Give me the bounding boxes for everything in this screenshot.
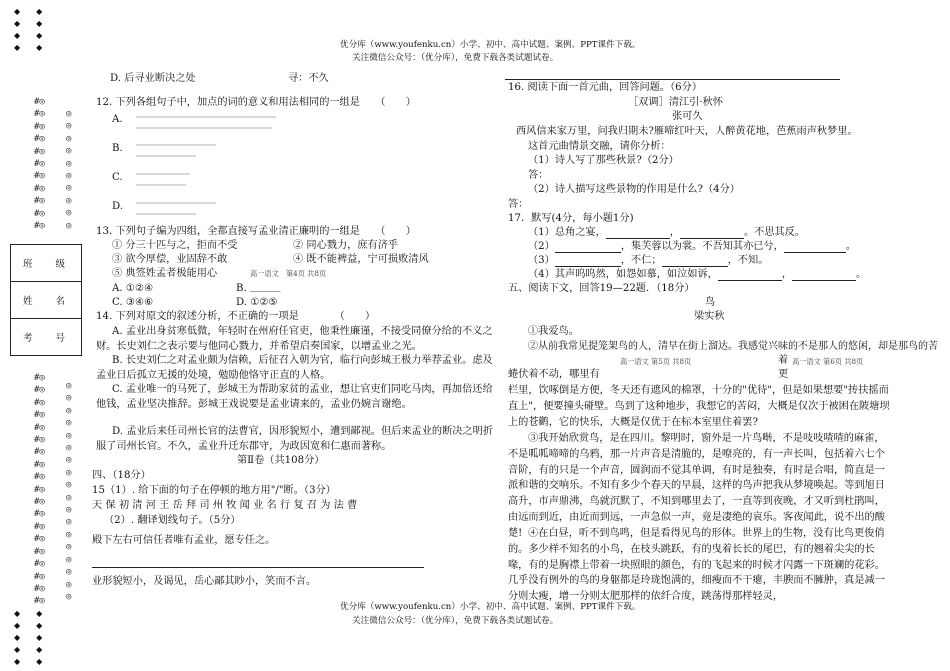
page-marker-4: 高一语文 第4页 共8页: [250, 269, 327, 278]
q12-option-b: B.: [112, 143, 123, 154]
q17-2-suffix: 。: [845, 241, 857, 252]
exam-number-field-label: 考 号: [22, 333, 76, 344]
q12-option-a: A.: [112, 114, 123, 125]
blank-input[interactable]: [784, 242, 846, 253]
q16-part-2: （2）诗人描写这些景物的作用是什么?（4分）: [528, 184, 740, 195]
q15-answer-line-1: [92, 567, 424, 568]
paragraph-3: ③我开始欣赏鸟，是在四川。黎明时，窗外是一片鸟啭，不是吱吱喳喳的麻雀，不是呱呱啼啼的乌鸦，那一片声音是清脆的，是嘹亮的，有一声长叫，包括着六七个音阶，有的只是一个声音，圆润而不觉其单调，有时是独奏，有时是合唱，简直是一派和谐的交响乐。不知有多少个春天的早晨，这样的鸟声把我从梦境唤起。等到旭日高升，市声鼎沸，鸟就沉默了，不知到哪里去了，一直等到夜晚，才又听到杜鹃叫，由远而到近，由近而到远，一声急似一声，竟是凄绝的哀乐。客夜闻此，说不出的酸楚!: [508, 433, 885, 539]
page-marker-6: 高一语文 第6页 共8页: [792, 357, 864, 366]
blank-input[interactable]: [792, 270, 856, 281]
paragraph-2-fragment-zhe: 着: [778, 355, 789, 366]
q17-4-mid: ，: [781, 269, 793, 280]
q12-option-b-faded-text: [136, 144, 216, 146]
blank-input[interactable]: [555, 256, 621, 267]
q13-option-d: D. ①②⑤: [236, 297, 278, 308]
essay-author: 梁实秋: [694, 311, 725, 322]
q14-option-d: D. 孟业后来任司州长官的法曹官，因形貌短小，遭到鄙视。但后来孟业的断决之明折服了司州长官。不久，孟业升迁东郡守，为政因宽和仁惠而著称。: [96, 426, 494, 452]
page-marker-5: 高一语文 第5页 共8页: [620, 357, 692, 366]
q13-item-2: ② 同心戮力，庶有济乎: [293, 240, 399, 251]
q13-item-3: ③ 欲今厚偿，业固辞不敢: [112, 254, 228, 265]
q17-1-suffix: 。不思其反。: [743, 227, 806, 238]
q12-option-d-faded-text: [136, 202, 216, 204]
class-field-label: 班 级: [11, 245, 81, 282]
q13-option-a: A. ①②④: [112, 283, 154, 294]
q15-sentence-1: 殿下左右可信任者唯有孟业，愿专任之。: [92, 535, 276, 546]
q12-option-c-faded-text: [136, 173, 190, 175]
q17-4-suffix: 。: [856, 269, 867, 280]
q12-option-d: D.: [112, 201, 124, 212]
header-rule: [505, 79, 840, 80]
binding-margin-right: ◎ ◎ ◎ ◎ ◎ ◎ ◎ ◎ ◎ ◎: [66, 109, 72, 231]
question-15-1: 15（1）. 给下面的句子在停顿的地方用"/"断。（3分）: [92, 485, 336, 496]
binding-margin-right-lower: ◎ ◎ ◎ ◎ ◎ ◎ ◎ ◎ ◎ ◎ ◎ ◎ ◎ ◎ ◎ ◎ ◎ ◎: [66, 381, 72, 602]
q16-part-1: （1）诗人写了那些秋景?（2分）: [528, 155, 679, 166]
q12-option-b-faded-text-2: [136, 155, 196, 157]
paragraph-2-start: ②从前我常见提笼架鸟的人，清早在街上溜达。我感觉兴味的不是那人的悠闲，却是那鸟的苦: [528, 341, 938, 352]
paragraph-4: ④在白昼，听不到鸟鸣，但是看得见鸟的形体。世界上的生物，没有比鸟更俊俏的。多少样不知名的小鸟，在枝头跳跃，有的曳着长长的尾巴，有的翘着尖尖的长喙，有的是胸襟上带着一块照眼的颜色，有的飞起来的时候才闪露一下斑斓的花彩。几乎没有例外的鸟的身躯都是玲珑饱满的，细瘦而不干瘪，丰腴而不臃肿，真是减一分则太瘦，增一分则太肥那样的依纤合度，跳荡得那样轻灵，: [508, 528, 885, 603]
q17-line-4: [528, 269, 866, 281]
paragraph-2-fragment-geng: 更: [778, 369, 789, 380]
volume-2-heading: 第Ⅱ卷（共108分）: [237, 455, 325, 466]
q13-item-1: ① 分三十匹与之，拒而不受: [112, 240, 238, 251]
q15-classical-text: 天 保 初 清 河 王 岳 拜 司 州 牧 闻 业 名 行 复 召 为 法 曹: [92, 500, 358, 511]
q12-option-c: C.: [112, 172, 123, 183]
corner-decoration-bottom: ◆ ◆ ◆ ◆ ◆ ◆ ◆ ◆ ◆ ◆: [14, 609, 43, 666]
essay-title: 鸟: [705, 297, 716, 308]
q14-option-c: C. 孟业唯一的马死了，彭城王为帮助家贫的孟业，想让官吏们同吃马肉，再加倍还给他钱，孟业坚决推辞。彭城王戏说要是孟业请来的，孟业仍婉言谢绝。: [96, 384, 493, 410]
question-14: 14. 下列对原文的叙述分析，不正确的一项是 （ ）: [96, 311, 376, 322]
paragraph-1: ①我爱鸟。: [528, 326, 579, 337]
header-line-1: 优分库（www.youfenku.cn）小学、初中、高中试题、案例、PPT课件下载。: [340, 40, 641, 50]
answer-label-1: 答：: [528, 170, 549, 181]
answer-label-2: 答：: [508, 199, 529, 210]
section-5-heading: 五、阅读下文，回答19—22题．（18分）: [508, 283, 695, 294]
section-4-heading: 四、（18分）: [92, 470, 151, 481]
footer-line-1: 优分库（www.youfenku.cn）小学、初中、高中试题、案例、PPT课件下载。: [340, 602, 641, 612]
option-d: D. 后寻业断决之处: [110, 73, 196, 84]
q12-option-d-faded-text-2: [136, 213, 196, 215]
binding-margin-left-lower: #◎ #◎ #◎ #◎ #◎ #◎ #◎ #◎ #◎ #◎ #◎ #◎ #◎ #◎ #◎ #◎ #◎ #◎ #◎: [34, 373, 45, 607]
question-12: 12. 下列各组句子中，加点的词的意义和用法相同的一组是 （ ）: [96, 97, 416, 108]
blank-input[interactable]: [606, 228, 670, 239]
q17-3-mid: ，不仁；: [620, 255, 662, 266]
q12-option-a-faded-text-2: [136, 127, 272, 129]
blank-input[interactable]: [555, 242, 621, 253]
q13-option-c: C. ③④⑥: [112, 297, 154, 308]
footer-line-2: 关注微信公众号：（优分库），免费下载各类试题试卷。: [352, 616, 559, 626]
q17-1-mid: ，: [669, 227, 680, 238]
q15-sentence-2: 业形貌短小，及谒见，岳心鄙其眇小，笑而不言。: [92, 576, 317, 587]
poem-author: 张可久: [672, 111, 703, 122]
name-field-label: 姓 名: [11, 282, 81, 319]
q17-line-2: [528, 241, 856, 253]
q14-option-b: B. 长史刘仁之对孟业颇为信赖，后征召入朝为官，临行向彭城王极力举荐孟业。虑及孟业日后孤立无援的处境，勉励他恪守正直的人格。: [96, 355, 493, 381]
question-13: 13. 下列句子编为四组，全都直接写孟业清正廉明的一组是 （ ）: [96, 226, 416, 237]
q17-line-3: [528, 255, 768, 267]
corner-decoration-top: ◆ ◆ ◆ ◆ ◆ ◆ ◆ ◆: [14, 7, 43, 52]
option-d-answer: 寻：不久: [288, 73, 329, 84]
question-17: 17．默写(4分，每小题1分): [508, 213, 634, 224]
q17-2-prefix: （2）: [528, 241, 555, 252]
q12-option-c-faded-text-2: [136, 184, 186, 186]
paragraph-2-end: 栏里，饮啄倒是方便，冬天还有遮风的棉罩，十分的"优待"，但是如果想要"抟扶摇而直上"，便要撞头碰壁。鸟到了这种地步，我想它的苦闷，大概是仅次于被困在陂塘坝上的苍鹳，它的快乐，大概是仅优于在标本室里住着罢?: [508, 385, 890, 428]
binding-margin-left: #◎ #◎ #◎ #◎ #◎ #◎ #◎ #◎ #◎ #◎ #◎: [34, 97, 45, 232]
q13-item-4: ④ 既不能裨益，宁可损败清风: [293, 254, 429, 265]
question-15-2: （2）. 翻译划线句子。（5分）: [104, 515, 241, 526]
blank-input[interactable]: [718, 270, 782, 281]
q13-item-5: ⑤ 典签姓孟者极能用心: [112, 268, 218, 279]
q17-4-prefix: （4）其声呜呜然，如怨如慕，如泣如诉，: [528, 269, 718, 280]
q17-3-prefix: （3）: [528, 255, 555, 266]
poem-title: ［双调］清江引·秋怀: [628, 97, 723, 108]
header-line-2: 关注微信公众号：（优分库），免费下载各类试题试卷。: [352, 53, 559, 63]
poem-text: 西风信来家万里，问我归期未?雁啼红叶天，人醉黄花地，芭蕉雨声秋梦里。: [516, 126, 858, 137]
q16-intro: 这首元曲情景交融，请你分析：: [528, 141, 671, 152]
q12-option-a-faded-text: [136, 116, 276, 118]
q17-2-mid: ，集芙蓉以为裳。不吾知其亦已兮，: [620, 241, 784, 252]
student-info-box: [10, 244, 82, 356]
blank-input[interactable]: [680, 228, 744, 239]
question-16: 16. 阅读下面一首元曲，回答问题。（6分）: [508, 82, 703, 93]
q14-option-a: A. 孟业出身贫寒低微，年轻时在州府任官吏，他秉性廉谨，不接受同僚分给的不义之财。长史刘仁之表示要与他同心戮力，并希望启奏国家，以增孟业之光。: [96, 326, 493, 352]
q17-1-prefix: （1）总角之宴，: [528, 227, 606, 238]
paragraph-2-fragment: 蜷伏着不动，哪里有: [508, 369, 600, 380]
q17-3-suffix: ，不知。: [727, 255, 769, 266]
blank-input[interactable]: [662, 256, 728, 267]
q17-line-1: [528, 227, 805, 239]
q13-option-b: B. ＿＿＿: [236, 283, 281, 294]
